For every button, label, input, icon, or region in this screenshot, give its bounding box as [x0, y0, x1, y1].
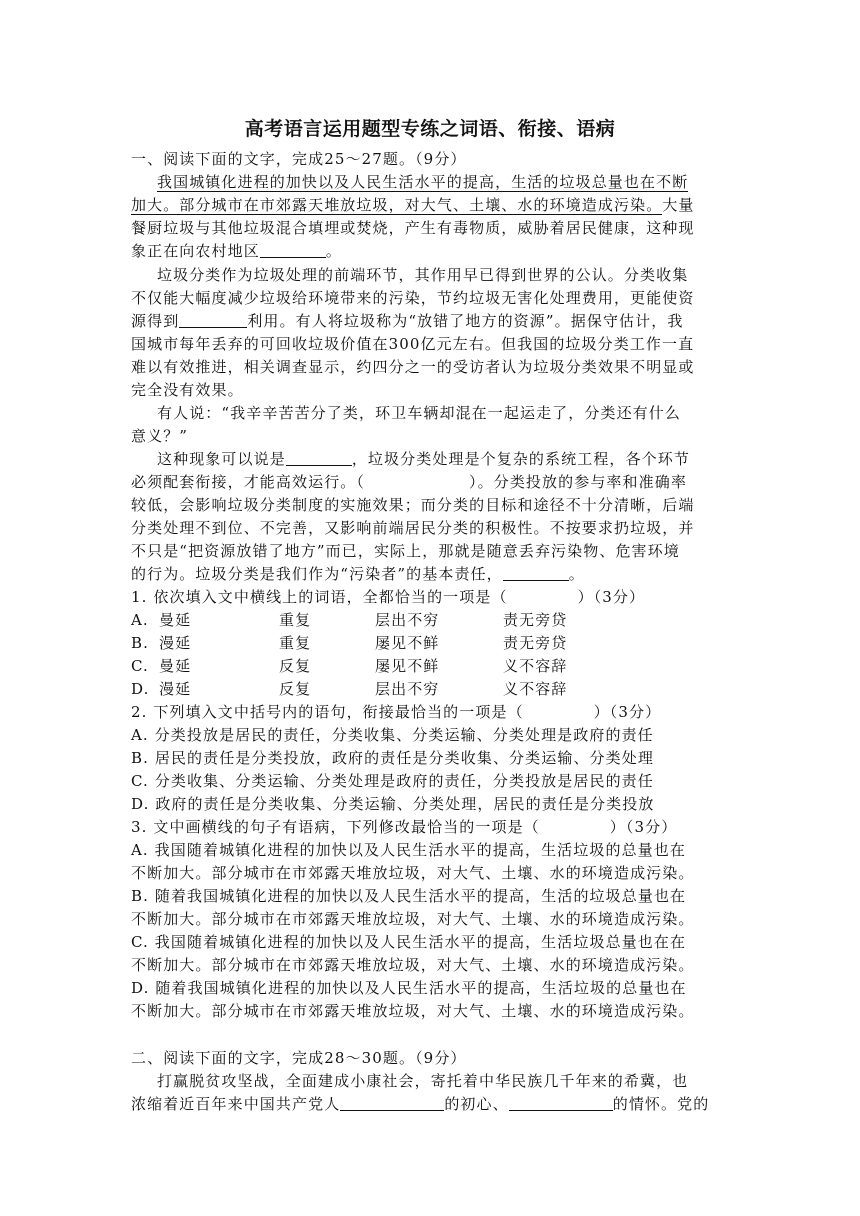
- question-3-stem: 3. 文中画横线的句子有语病，下列修改最恰当的一项是（ ）（3分）: [131, 818, 678, 836]
- fill-blank-2[interactable]: [179, 312, 247, 328]
- fill-blank-4[interactable]: [503, 565, 569, 581]
- passage-line: 象正在向农村地区 。: [131, 242, 342, 260]
- passage-line: 必须配套衔接，才能高效运行。（ ）。分类投放的参与率和准确率: [131, 473, 687, 491]
- question-1-option[interactable]: B. 漫延 重复 屡见不鲜 责无旁贷: [131, 634, 568, 652]
- question-1-option[interactable]: A. 曼延 重复 层出不穷 责无旁贷: [131, 611, 568, 629]
- passage-line: 不只是“把资源放错了地方”而已，实际上，那就是随意丢弃污染物、危害环境: [131, 542, 680, 560]
- passage-line: 这种现象可以说是 ，垃圾分类处理是个复杂的系统工程，各个环节: [157, 450, 690, 468]
- fill-blank-3[interactable]: [286, 450, 352, 466]
- question-2-option[interactable]: A. 分类投放是居民的责任，分类收集、分类运输、分类处理是政府的责任: [131, 726, 654, 744]
- question-1-option[interactable]: C. 曼延 反复 屡见不鲜 义不容辞: [131, 657, 568, 675]
- passage-line: 的行为。垃圾分类是我们作为“污染者”的基本责任， 。: [131, 565, 585, 583]
- passage-line: 意义？”: [131, 427, 189, 445]
- question-2-option[interactable]: D. 政府的责任是分类收集、分类运输、分类处理，居民的责任是分类投放: [131, 795, 655, 813]
- passage-line: 难以有效推进，相关调查显示，约四分之一的受访者认为垃圾分类效果不明显或: [131, 358, 695, 376]
- fill-blank-6[interactable]: [509, 1095, 613, 1111]
- passage-line: 分类处理不到位、不完善，又影响前端居民分类的积极性。不按要求扔垃圾，并: [131, 519, 695, 537]
- section2-heading: 二、阅读下面的文字，完成28～30题。（9分）: [131, 1049, 467, 1067]
- passage-line: 较低，会影响垃圾分类制度的实施效果；而分类的目标和途径不十分清晰，后端: [131, 496, 695, 514]
- passage-line: 加大。部分城市在市郊露天堆放垃圾，对大气、土壤、水的环境造成污染。大量: [131, 196, 695, 214]
- passage-line: 国城市每年丢弃的可回收垃圾价值在300亿元左右。但我国的垃圾分类工作一直: [131, 335, 695, 353]
- fill-blank-1[interactable]: [260, 242, 326, 258]
- passage-line: 打赢脱贫攻坚战，全面建成小康社会，寄托着中华民族几千年来的希冀，也: [157, 1072, 689, 1090]
- passage-line: 完全没有效果。: [131, 381, 244, 399]
- question-3-option-cont: 不断加大。部分城市在市郊露天堆放垃圾，对大气、土壤、水的环境造成污染。: [131, 1002, 695, 1020]
- question-2-option[interactable]: C. 分类收集、分类运输、分类处理是政府的责任，分类投放是居民的责任: [131, 772, 654, 790]
- question-1-option[interactable]: D. 漫延 反复 层出不穷 义不容辞: [131, 680, 568, 698]
- passage-line: 浓缩着近百年来中国共产党人 的初心、 的情怀。党的: [131, 1095, 710, 1113]
- question-3-option-cont: 不断加大。部分城市在市郊露天堆放垃圾，对大气、土壤、水的环境造成污染。: [131, 910, 695, 928]
- underlined-sentence: 我国城镇化进程的加快以及人民生活水平的提高，生活的垃圾总量也在不断: [157, 173, 689, 191]
- passage-line: 有人说：“我辛辛苦苦分了类，环卫车辆却混在一起运走了，分类还有什么: [157, 404, 681, 422]
- question-3-option[interactable]: D. 随着我国城镇化进程的加快以及人民生活水平的提高，生活垃圾的总量也在: [131, 979, 687, 997]
- question-2-stem: 2. 下列填入文中括号内的语句，衔接最恰当的一项是（ ）（3分）: [131, 703, 662, 721]
- question-3-option[interactable]: A. 我国随着城镇化进程的加快以及人民生活水平的提高，生活垃圾的总量也在: [131, 841, 686, 859]
- passage-line: 不仅能大幅度减少垃圾给环境带来的污染，节约垃圾无害化处理费用，更能使资: [131, 289, 695, 307]
- page-title: 高考语言运用题型专练之词语、衔接、语病: [244, 118, 616, 140]
- question-3-option-cont: 不断加大。部分城市在市郊露天堆放垃圾，对大气、土壤、水的环境造成污染。: [131, 864, 695, 882]
- fill-blank-5[interactable]: [340, 1095, 444, 1111]
- passage-line: 源得到 利用。有人将垃圾称为“放错了地方的资源”。据保守估计，我: [131, 312, 684, 330]
- question-2-option[interactable]: B. 居民的责任是分类投放，政府的责任是分类收集、分类运输、分类处理: [131, 749, 654, 767]
- question-3-option[interactable]: C. 我国随着城镇化进程的加快以及人民生活水平的提高，生活垃圾总量也在在: [131, 933, 687, 951]
- passage-line: [157, 171, 731, 193]
- section1-heading: 一、阅读下面的文字，完成25～27题。（9分）: [131, 150, 467, 168]
- question-3-option-cont: 不断加大。部分城市在市郊露天堆放垃圾，对大气、土壤、水的环境造成污染。: [131, 956, 695, 974]
- question-3-option[interactable]: B. 随着我国城镇化进程的加快以及人民生活水平的提高，生活的垃圾总量也在: [131, 887, 687, 905]
- question-1-stem: 1. 依次填入文中横线上的词语，全都恰当的一项是（ ）（3分）: [131, 588, 646, 606]
- underlined-sentence: 加大。部分城市在市郊露天堆放垃圾，对大气、土壤、水的环境造成污染。: [131, 196, 663, 214]
- passage-line: 垃圾分类作为垃圾处理的前端环节，其作用早已得到世界的公认。分类收集: [157, 266, 689, 284]
- passage-line: 餐厨垃圾与其他垃圾混合填埋或焚烧，产生有毒物质，威胁着居民健康，这种现: [131, 219, 695, 237]
